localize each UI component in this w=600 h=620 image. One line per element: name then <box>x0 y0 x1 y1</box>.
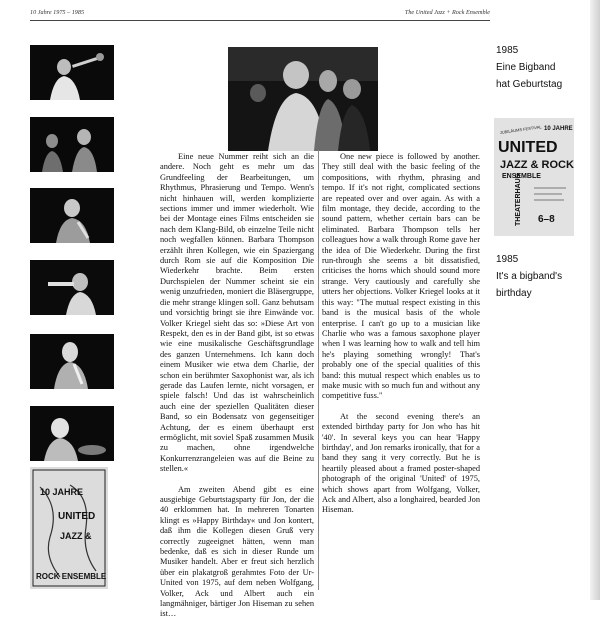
photo-trumpeter-profile <box>30 260 114 315</box>
sidebar-heading-english <box>496 251 596 302</box>
poster-left-title-2: UNITED <box>58 511 96 522</box>
article-de-paragraph-2: Am zweiten Abend gibt es eine ausgiebige Geburtstagsparty für Jon, der die 40 erklommen hat. In mehreren Tonarten klingt es »Happy Birthday« und Jon kontert, daß ihm die Kollegen diesen Gruß very correctly zugeeignet hätten, wenn man bedenke, daß es sich in dieser Runde um Musiker handelt. Aber er freut sich herzlich über ein plakatgroß gerahmtes Foto der Ur-United von 1975, auf dem neben Wolfgang, Volker, Ack und Albert auch ein langmähniger, bärtiger Jon Hiseman zu sehen ist… <box>160 484 314 619</box>
poster-right-name-2: JAZZ & ROCK <box>500 159 574 171</box>
poster-left-title-1: 10 JAHRE <box>40 487 84 497</box>
sidebar-en-line-2: It's a bigband's <box>496 271 563 282</box>
poster-right-venue: THEATERHAUS <box>515 173 522 226</box>
photo-musicians-stage <box>30 117 114 172</box>
page-edge-shadow <box>590 0 600 600</box>
photo-band-members <box>228 47 378 151</box>
header-rule <box>30 20 490 21</box>
poster-right-jubilee <box>494 118 574 236</box>
poster-left-title-4: ROCK ENSEMBLE <box>36 572 107 581</box>
poster-right-name-1: UNITED <box>498 139 558 156</box>
article-english <box>322 152 480 516</box>
photo-woman-saxophone <box>30 334 114 389</box>
running-head-right: The United Jazz + Rock Ensemble <box>404 9 490 16</box>
poster-left-illustration <box>30 467 108 589</box>
sidebar-en-line-3: birthday <box>496 288 532 299</box>
running-head-left: 10 Jahre 1975 – 1985 <box>30 9 85 16</box>
photo-saxophonist <box>30 188 114 243</box>
poster-right-years: 10 JAHRE <box>544 126 573 132</box>
sidebar-heading-german <box>496 42 596 93</box>
article-en-paragraph-1: One new piece is followed by another. They still deal with the basic feeling of the compositions, with rhythm, phrasing and tempo. If it's not right, complicated sections are repeated over and over again. As with a film montage, they decide, according to the sound pattern, whether certain bars can be eliminated. Barbara Thompson tells her colleagues how a walk through Rome gave her the idea of Die Wiederkehr. During the first run-through she seems a bit dissatisfied, criticises the horns which should sound more strange. Very cautiously and carefully she utters her objections. Volker Kriegel looks at it this way: "The mutual respect existing in this band is the musical basis of the whole enterprise. I can't go up to a musician like Charlie who was a famous saxophone player when I was learning how to walk and tell him he's playing something wrongly! That's probably one of the special qualities of this band: this mutual respect which enables us to make music with so much fun and without any competitive fuss." <box>322 152 480 401</box>
column-divider <box>318 150 319 590</box>
sidebar-de-line-2: Eine Bigband <box>496 62 556 73</box>
photo-trumpet-player <box>30 45 114 100</box>
sidebar-en-year: 1985 <box>496 254 519 265</box>
sidebar-de-line-3: hat Geburtstag <box>496 79 563 90</box>
running-head <box>30 9 490 19</box>
poster-right-dates: 6–8 <box>538 214 555 225</box>
photo-drummer <box>30 406 114 461</box>
article-en-paragraph-2: At the second evening there's an extended birthday party for Jon who has hit '40'. In several keys you can hear 'Happy birthday', and Jon remarks ironically, that for a band they sang it very correctly. But he is heartily pleased about a framed poster-shaped photograph of the original 'United' of 1975, which shows apart from Wolfgang, Volker, Ack and Albert, also a longhaired, bearded Jon Hiseman. <box>322 411 480 515</box>
poster-right-name-3: ENSEMBLE <box>502 173 541 180</box>
poster-right-festival: JUBILÄUMS FESTIVAL <box>499 124 542 135</box>
article-german <box>160 152 314 620</box>
sidebar-de-year: 1985 <box>496 45 519 56</box>
article-de-paragraph-1: Eine neue Nummer reiht sich an die andere. Noch geht es mehr um das Grundfeeling der Bearbeitungen, um Rhythmus, Phrasierung und Tempo. Wenn's nicht hinhauen will, werden komplizierte sections immer und immer wiederholt. Wie bei der Montage eines Films entscheiden sie nach dem Klang-Bild, ob einzelne Teile nicht noch wegfallen können. Barbara Thompson erzählt ihren Kollegen, wie ein Spaziergang durch Rom sie auf die Komposition Die Wiederkehr brachte. Beim ersten Durchspielen der Nummer scheint sie ein wenig unzufrieden, moniert die Bläsergruppe, die mehr strange klingen soll. Ganz behutsam und vorsichtig bringt sie ihre Einwände vor. Volker Kriegel sieht das so: »Diese Art von Respekt, den es in der Band gibt, ist so etwas wie eine musikalische Geschäftsgrundlage des ganzen Unternehmens. Ich kann doch einem Musiker wie etwa dem Charlie, der schon ein berühmter Saxophonist war, als ich gerade das Laufen lernte, nicht vorsagen, er spiele falsch! Und das ist wahrscheinlich auch eine der speziellen Qualitäten dieser Band, so ein Bodensatz von gegenseitiger Achtung, der es einem überhaupt erst ermöglicht, mit soviel Spaß zusammen Musik zu machen, ohne irgendwelche Konkurrenzrangeleien was auf die Beine zu stellen.« <box>160 152 314 474</box>
poster-left-title-3: JAZZ & <box>60 531 92 541</box>
